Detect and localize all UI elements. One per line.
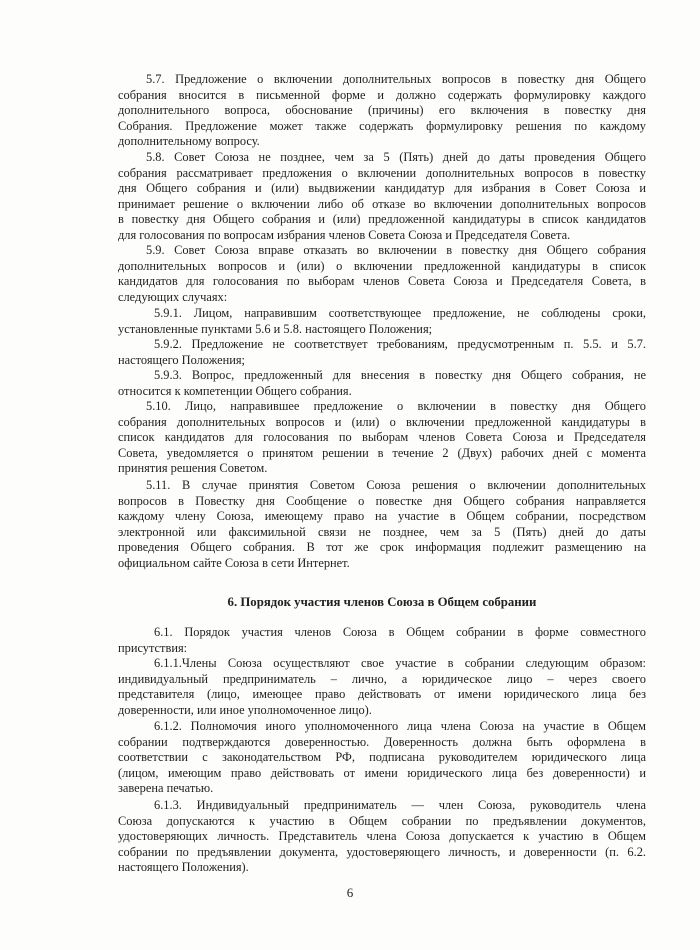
text-line: Совета, уведомляется о принятом решении в течение 2 (Двух) рабочих дней с момента [118, 445, 646, 460]
text-line: 5.11. В случае принятия Советом Союза решения о включении дополнительных [146, 478, 646, 492]
text-line: 6.1.3. Индивидуальный предприниматель — член Союза, руководитель члена [154, 798, 646, 812]
paragraph-5-8 [118, 150, 646, 244]
text-line: Собрания. Предложение может также содержать формулировку решения по каждому [118, 118, 646, 133]
paragraph-6-1-2 [118, 719, 646, 797]
text-line: в повестку дня Общего собрания и (или) предложенной кандидатуры в список кандидатов [118, 212, 646, 227]
paragraph-5-10 [118, 399, 646, 477]
section-heading: 6. Порядок участия членов Союза в Общем собрании [227, 595, 537, 609]
text-line: электронной или факсимильной связи не позднее, чем за 5 (Пять) дней до даты [118, 524, 646, 539]
text-line: список кандидатов для голосования по выборам членов Совета Союза и Председателя [118, 430, 646, 445]
text-line: 6.1. Порядок участия членов Союза в Общем собрании в форме совместного [154, 625, 646, 639]
text-line: доверенности, или иное уполномоченное лицо). [118, 702, 372, 717]
text-line: 5.9.3. Вопрос, предложенный для внесения в повестку дня Общего собрания, не [154, 368, 646, 382]
paragraph-6-1 [118, 625, 646, 656]
text-line: проведения Общего собрания. В тот же срок информация подлежит размещению на [118, 540, 646, 555]
paragraph-6-1-3 [118, 798, 646, 876]
text-line: следующих случаях: [118, 289, 228, 304]
text-line: собрания вносится в письменной форме и должно содержать формулировку каждого [118, 87, 646, 102]
paragraph-5-7 [118, 72, 646, 150]
text-line: присутствия: [118, 640, 188, 655]
text-line: настоящего Положения). [118, 860, 249, 875]
text-line: 5.9.1. Лицом, направившим соответствующее предложение, не соблюдены сроки, [154, 306, 646, 320]
text-line: (лицом, имеющим право действовать от имени юридического лица без доверенности) и [118, 765, 646, 780]
text-line: 6.1.2. Полномочия иного уполномоченного лица члена Союза на участие в Общем [154, 719, 646, 733]
text-line: дополнительному вопросу. [118, 134, 260, 149]
text-line: собрания рассматривает предложения о включении дополнительных вопросов в повестку [118, 165, 646, 180]
text-line: Союза допускаются к участию в Общем собрании по предъявлении документов, [118, 813, 646, 828]
text-line: вопросов в Повестку дня Сообщение о повестке дня Общего собрания направляется [118, 493, 646, 508]
text-line: кандидатов для голосования по выборам членов Совета Союза и Председателя Совета, в [118, 274, 646, 289]
paragraph-5-11 [118, 478, 646, 572]
text-line: принятия решения Советом. [118, 461, 268, 476]
text-line: 5.10. Лицо, направившее предложение о включении в повестку дня Общего [146, 399, 646, 413]
text-line: каждому члену Союза, имеющему право на участие в Общем собрании, посредством [118, 509, 646, 524]
text-line: 5.8. Совет Союза не позднее, чем за 5 (Пять) дней до даты проведения Общего [146, 150, 646, 164]
text-line: 5.7. Предложение о включении дополнительных вопросов в повестку дня Общего [146, 72, 646, 86]
paragraph-5-9-1 [118, 306, 646, 337]
paragraph-5-9-3 [118, 368, 646, 399]
text-line: представителя (лицо, имеющее право действовать от имени юридического лица без [118, 687, 646, 702]
text-line: собрания дополнительных вопросов и (или) о включении предложенной кандидатуры в [118, 414, 646, 429]
text-line: дополнительных вопросов и (или) о включении предложенной кандидатуры в список [118, 258, 646, 273]
paragraph-6-1-1 [118, 656, 646, 718]
text-line: индивидуальный предприниматель – лично, а юридическое лицо – через своего [118, 671, 646, 686]
text-line: относится к компетенции Общего собрания. [118, 383, 352, 398]
text-line: заверена печатью. [118, 781, 214, 796]
text-line: дня Общего собрания и (или) выдвижении кандидатур для избрания в Совет Союза и [118, 181, 646, 196]
text-line: принимает решение о включении либо об отказе во включении дополнительных вопросов [118, 196, 646, 211]
paragraph-5-9 [118, 243, 646, 305]
paragraph-5-9-2 [118, 337, 646, 368]
text-line: дополнительного вопроса, обоснование (причины) его включения в повестку дня [118, 103, 646, 118]
text-line: соответствии с законодательством РФ, подписана руководителем юридического лица [118, 750, 646, 765]
text-line: удостоверяющих личность. Представитель члена Союза допускается к участию в Общем [118, 829, 646, 844]
text-line: 5.9. Совет Союза вправе отказать во включении в повестку дня Общего собрания [146, 243, 646, 257]
text-line: настоящего Положения; [118, 352, 245, 367]
text-line: 5.9.2. Предложение не соответствует требованиям, предусмотренным п. 5.5. и 5.7. [154, 337, 646, 351]
text-line: установленные пунктами 5.6 и 5.8. настоящего Положения; [118, 321, 433, 336]
page-number: 6 [346, 885, 354, 900]
text-line: собрании по предъявлении документа, удостоверяющего личность, и доверенности (п. 6.2. [118, 844, 646, 859]
text-line: официальном сайте Союза в сети Интернет. [118, 555, 350, 570]
text-line: 6.1.1.Члены Союза осуществляют свое участие в собрании следующим образом: [154, 656, 646, 670]
text-line: для голосования по вопросам избрания членов Совета Союза и Председателя Совета. [118, 227, 571, 242]
text-line: собрании подтверждаются доверенностью. Доверенность должна быть оформлена в [118, 734, 646, 749]
